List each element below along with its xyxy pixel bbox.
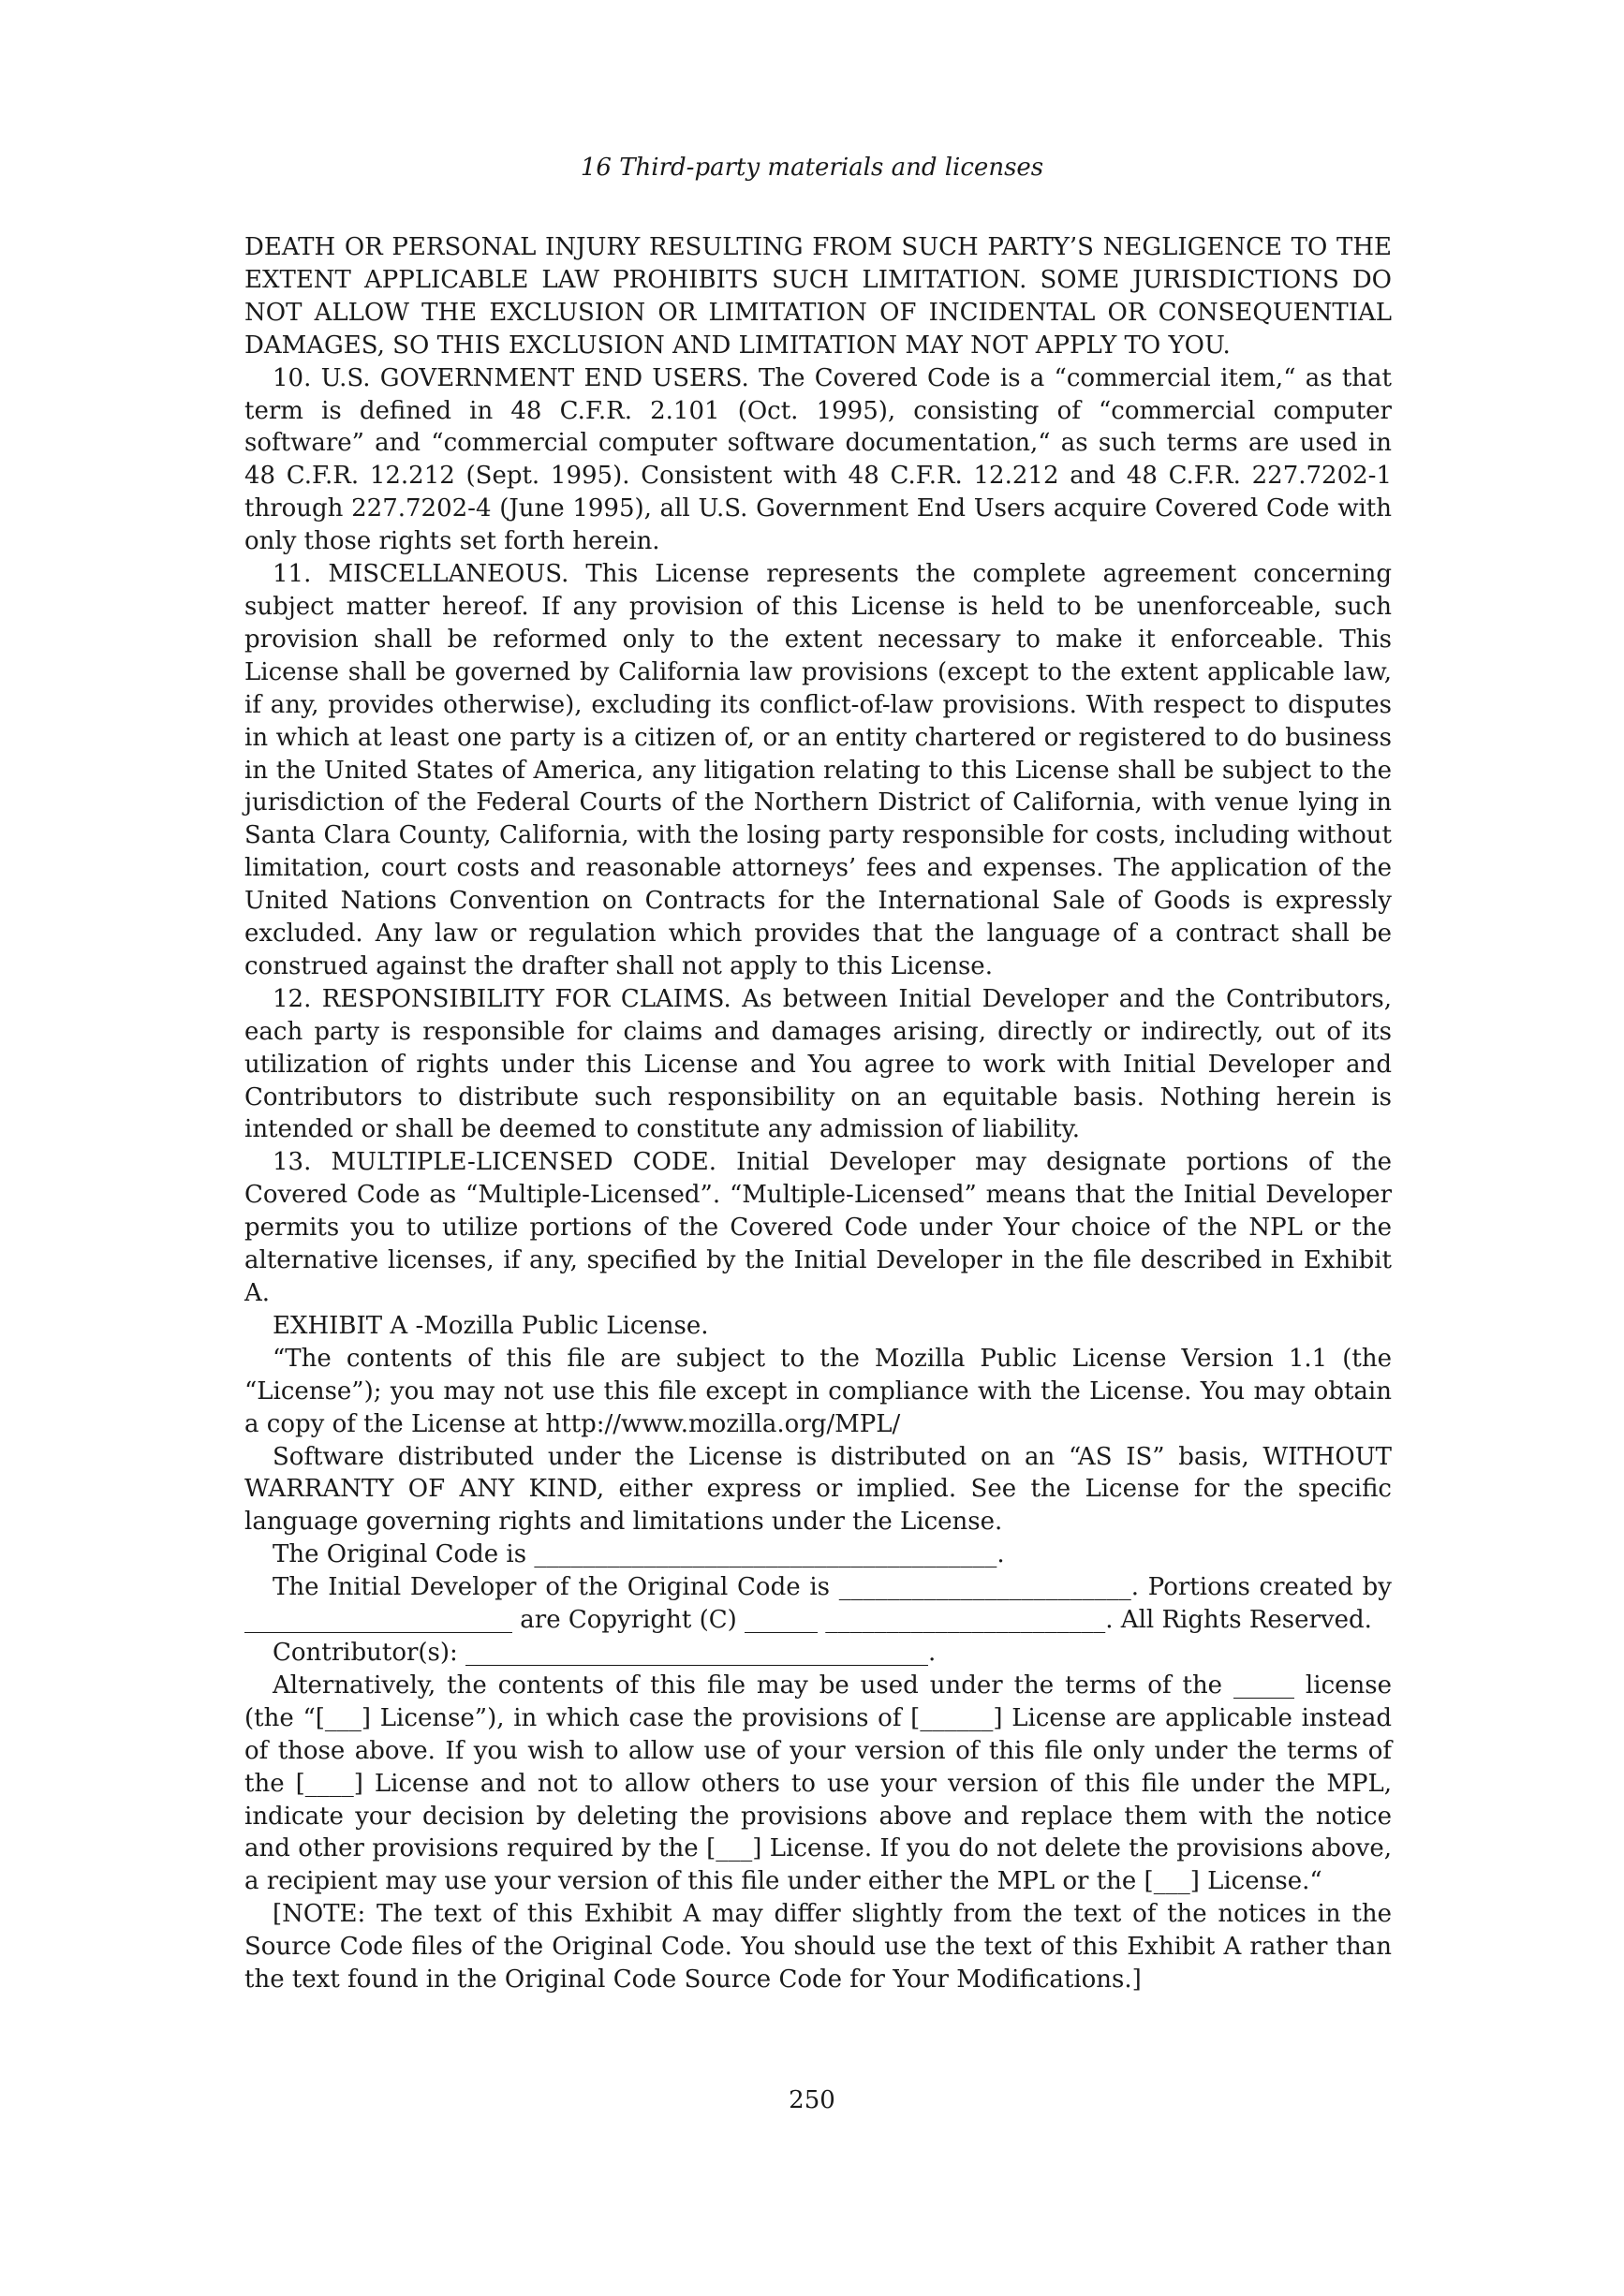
paragraph-initial-developer: The Initial Developer of the Original Code is ________________________. Portions created by ______________________ are Copyright (C) ______ _______________________. All Rights Reserved. [244, 1573, 1392, 1635]
paragraph-responsibility-for-claims: 12. RESPONSIBILITY FOR CLAIMS. As between Initial Developer and the Contributors, each party is responsible for claims and damages arising, directly or indirectly, out of its utilization of rights under this License and You agree to work with Initial Developer and Contributors to distribute such responsibility on an equitable basis. Nothing herein is intended or shall be deemed to constitute any admission of liability. [244, 984, 1392, 1144]
paragraph-alternative-license: Alternatively, the contents of this file may be used under the terms of the _____ license (the “[___] License”), in which case the provisions of [______] License are applicable instead of those above. If you wish to allow use of your version of this file only under the terms of the [____] License and not to allow others to use your version of this file under the MPL, indicate your decision by deleting the provisions above and replace them with the notice and other provisions required by the [___] License. If you do not delete the provisions above, a recipient may use your version of this file under either the MPL or the [___] License.“ [244, 1670, 1392, 1896]
paragraph-original-code: The Original Code is ______________________________________. [273, 1540, 1005, 1569]
paragraph-as-is-disclaimer: Software distributed under the License is distributed on an “AS IS” basis, WITHOUT WARRANTY OF ANY KIND, either express or implied. See the License for the specific language governing rights and limitations under the License. [244, 1442, 1392, 1537]
paragraph-contributors: Contributor(s): ______________________________________. [273, 1638, 937, 1667]
paragraph-note: [NOTE: The text of this Exhibit A may differ slightly from the text of the notices in the Source Code files of the Original Code. You should use the text of this Exhibit A rather than the text found in the Original Code Source Code for Your Modifications.] [244, 1900, 1392, 1994]
paragraph-multiple-licensed-code: 13. MULTIPLE-LICENSED CODE. Initial Developer may designate portions of the Covered Code as “Multiple-Licensed”. “Multiple-Licensed” means that the Initial Developer permits you to utilize portions of the Covered Code under Your choice of the NPL or the alternative licenses, if any, specified by the Initial Developer in the file described in Exhibit A. [244, 1148, 1392, 1307]
page-number: 250 [789, 2086, 835, 2114]
running-header: 16 Third-party materials and licenses [580, 154, 1044, 182]
paragraph-government-end-users: 10. U.S. GOVERNMENT END USERS. The Covered Code is a “commercial item,“ as that term is defined in 48 C.F.R. 2.101 (Oct. 1995), consisting of “commercial computer software” and “commercial computer software documentation,“ as such terms are used in 48 C.F.R. 12.212 (Sept. 1995). Consistent with 48 C.F.R. 12.212 and 48 C.F.R. 227.7202-1 through 227.7202-4 (June 1995), all U.S. Government End Users acquire Covered Code with only those rights set forth herein. [244, 363, 1392, 556]
paragraph-liability-continued: DEATH OR PERSONAL INJURY RESULTING FROM SUCH PARTY’S NEGLIGENCE TO THE EXTENT APPLICABLE LAW PROHIBITS SUCH LIMITATION. SOME JURISDICTIONS DO NOT ALLOW THE EXCLUSION OR LIMITATION OF INCIDENTAL OR CONSEQUENTIAL DAMAGES, SO THIS EXCLUSION AND LIMITATION MAY NOT APPLY TO YOU. [244, 233, 1392, 360]
paragraph-exhibit-a-heading: EXHIBIT A -Mozilla Public License. [273, 1311, 709, 1340]
paragraph-exhibit-a-notice: “The contents of this file are subject to the Mozilla Public License Version 1.1 (the “License”); you may not use this file except in compliance with the License. You may obtain a copy of the License at http://www.mozilla.org/MPL/ [244, 1344, 1392, 1438]
body-text [244, 231, 1392, 1996]
paragraph-miscellaneous: 11. MISCELLANEOUS. This License represents the complete agreement concerning subject matter hereof. If any provision of this License is held to be unenforceable, such provision shall be reformed only to the extent necessary to make it enforceable. This License shall be governed by California law provisions (except to the extent applicable law, if any, provides otherwise), excluding its conflict-of-law provisions. With respect to disputes in which at least one party is a citizen of, or an entity chartered or registered to do business in the United States of America, any litigation relating to this License shall be subject to the jurisdiction of the Federal Courts of the Northern District of California, with venue lying in Santa Clara County, California, with the losing party responsible for costs, including without limitation, court costs and reasonable attorneys’ fees and expenses. The application of the United Nations Convention on Contracts for the International Sale of Goods is expressly excluded. Any law or regulation which provides that the language of a contract shall be construed against the drafter shall not apply to this License. [244, 560, 1392, 980]
